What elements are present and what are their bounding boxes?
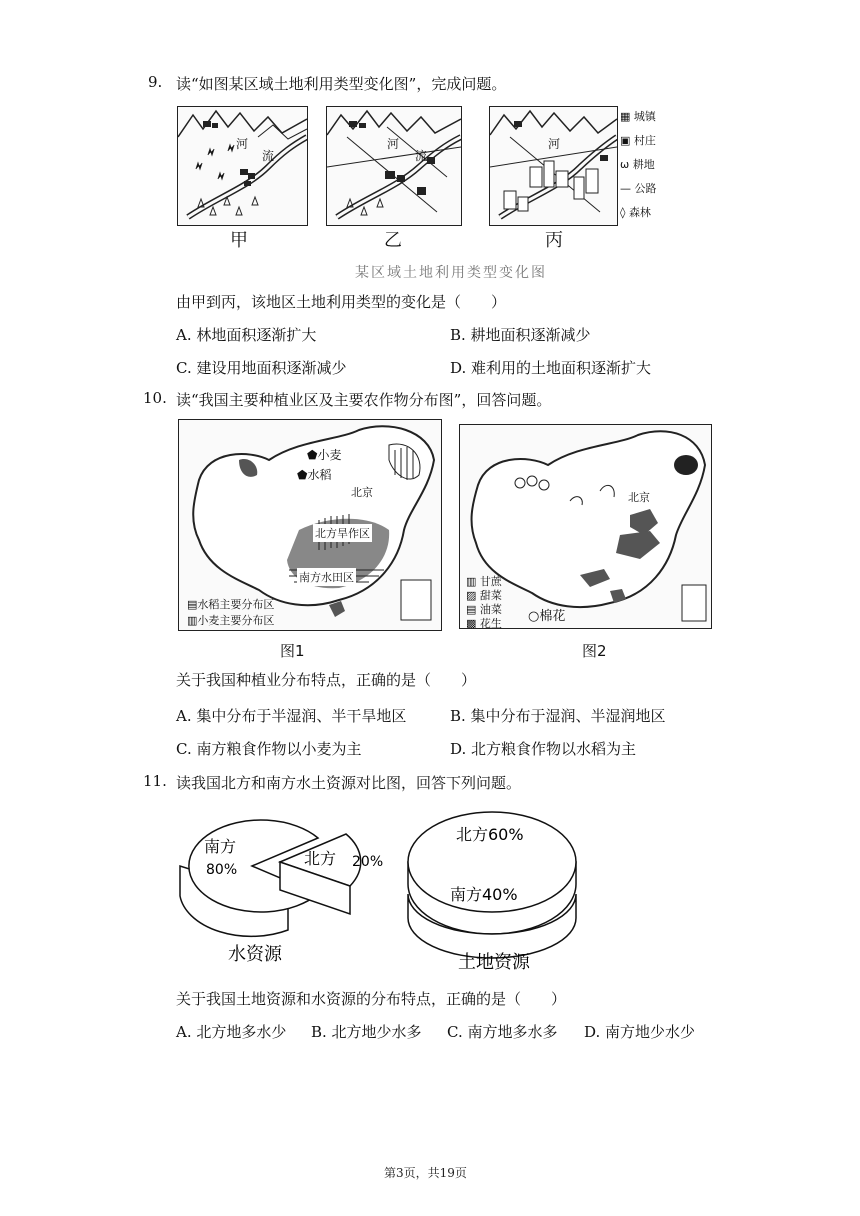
road-icon: —: [620, 182, 631, 195]
water-south-label: 南方: [204, 837, 237, 856]
cotton-icon: ○: [528, 609, 540, 624]
q10-option-a[interactable]: A. 集中分布于半湿润、半干旱地区: [176, 707, 407, 725]
legend-rapeseed: ▤ 油菜: [466, 603, 502, 616]
figure-caption-q9: 某区域土地利用类型变化图: [355, 265, 547, 281]
river-label-5: 河: [548, 137, 561, 151]
region-beijing: 北京: [351, 486, 373, 499]
map-label-jia: 甲: [230, 230, 248, 251]
land-use-map-bing: [489, 106, 618, 226]
legend-rice: ⬟水稻: [297, 468, 332, 482]
water-north-label: 北方: [304, 849, 337, 868]
river-label-3: 河: [387, 137, 400, 151]
question-11-number: 11.: [143, 772, 167, 790]
river-label-2: 流: [262, 149, 275, 163]
question-10-number: 10.: [143, 389, 167, 407]
wheat-icon: ⬟: [307, 448, 318, 462]
map-label-bing: 丙: [545, 230, 563, 251]
sugarbeet-swatch-icon: ▨: [466, 589, 477, 602]
question-9-prompt: 由甲到丙，该地区土地利用类型的变化是（ ）: [176, 293, 507, 311]
q10-option-d[interactable]: D. 北方粮食作物以水稻为主: [450, 740, 637, 758]
question-9-number: 9.: [148, 73, 163, 91]
question-11-prompt: 关于我国土地资源和水资源的分布特点，正确的是（ ）: [176, 990, 567, 1008]
q9-option-d[interactable]: D. 难利用的土地面积逐渐扩大: [450, 359, 652, 377]
label-cotton: ○棉花: [528, 609, 566, 624]
q9-option-b[interactable]: B. 耕地面积逐渐减少: [450, 326, 591, 344]
legend-forest: ◊ 森林: [620, 206, 651, 219]
land-use-map-yi: [326, 106, 462, 226]
water-north-pct: 20%: [352, 854, 384, 870]
question-11-stem: 读我国北方和南方水土资源对比图，回答下列问题。: [176, 774, 522, 792]
rapeseed-swatch-icon: ▤: [466, 603, 477, 616]
legend-road: — 公路: [620, 182, 657, 195]
figure-1-caption: 图1: [280, 642, 305, 660]
question-9-stem: 读“如图某区域土地利用类型变化图”，完成问题。: [176, 75, 507, 93]
page-footer: 第3页，共19页: [384, 1166, 467, 1180]
forest-icon: ◊: [620, 206, 626, 219]
peanut-swatch-icon: ▩: [466, 617, 477, 629]
water-resource-pie-chart: [168, 808, 398, 980]
legend-rice-area: ▤水稻主要分布区: [187, 598, 275, 611]
map-label-yi: 乙: [384, 230, 402, 251]
legend-peanut: ▩ 花生: [466, 617, 502, 629]
figure-2-caption: 图2: [582, 642, 607, 660]
land-north-label: 北方60%: [456, 825, 524, 844]
rice-area-swatch-icon: ▤: [187, 598, 198, 611]
town-icon: ▦: [620, 110, 631, 123]
farmland-icon: ω: [620, 158, 630, 171]
q11-option-c[interactable]: C. 南方地多水多: [447, 1023, 558, 1041]
village-icon: ▣: [620, 134, 631, 147]
region-north-dry: 北方旱作区: [313, 524, 372, 542]
wheat-area-swatch-icon: ▥: [187, 614, 198, 627]
q11-option-a[interactable]: A. 北方地多水少: [176, 1023, 287, 1041]
region-south-paddy: 南方水田区: [297, 568, 356, 586]
legend-sugarbeet: ▨ 甜菜: [466, 589, 502, 602]
river-label-4: 流: [415, 149, 428, 163]
rice-icon: ⬟: [297, 468, 308, 482]
legend-sugarcane: ▥ 甘蔗: [466, 575, 502, 588]
china-crop-map-2: [459, 424, 712, 629]
legend-village: ▣ 村庄: [620, 134, 656, 147]
question-10-prompt: 关于我国种植业分布特点，正确的是（ ）: [176, 671, 477, 689]
q10-option-b[interactable]: B. 集中分布于湿润、半湿润地区: [450, 707, 666, 725]
legend-town: ▦ 城镇: [620, 110, 656, 123]
water-south-pct: 80%: [206, 862, 238, 878]
river-label-1: 河: [236, 137, 249, 151]
land-resource-pie-chart: [398, 808, 582, 980]
q10-option-c[interactable]: C. 南方粮食作物以小麦为主: [176, 740, 362, 758]
q9-option-a[interactable]: A. 林地面积逐渐扩大: [176, 326, 317, 344]
land-use-legend: [620, 106, 680, 224]
water-chart-title: 水资源: [228, 944, 282, 965]
q11-option-b[interactable]: B. 北方地少水多: [311, 1023, 422, 1041]
map2-beijing: 北京: [628, 491, 650, 504]
china-crop-map-1: [178, 419, 442, 631]
question-10-stem: 读“我国主要种植业区及主要农作物分布图”，回答问题。: [176, 391, 552, 409]
legend-wheat-area: ▥小麦主要分布区: [187, 614, 275, 627]
q9-option-c[interactable]: C. 建设用地面积逐渐减少: [176, 359, 347, 377]
sugarcane-swatch-icon: ▥: [466, 575, 477, 588]
land-use-map-jia: [177, 106, 308, 226]
q11-option-d[interactable]: D. 南方地少水少: [584, 1023, 696, 1041]
land-south-label: 南方40%: [450, 885, 518, 904]
legend-farmland: ω 耕地: [620, 158, 655, 171]
legend-wheat: ⬟小麦: [307, 448, 342, 462]
land-chart-title: 土地资源: [458, 952, 530, 973]
